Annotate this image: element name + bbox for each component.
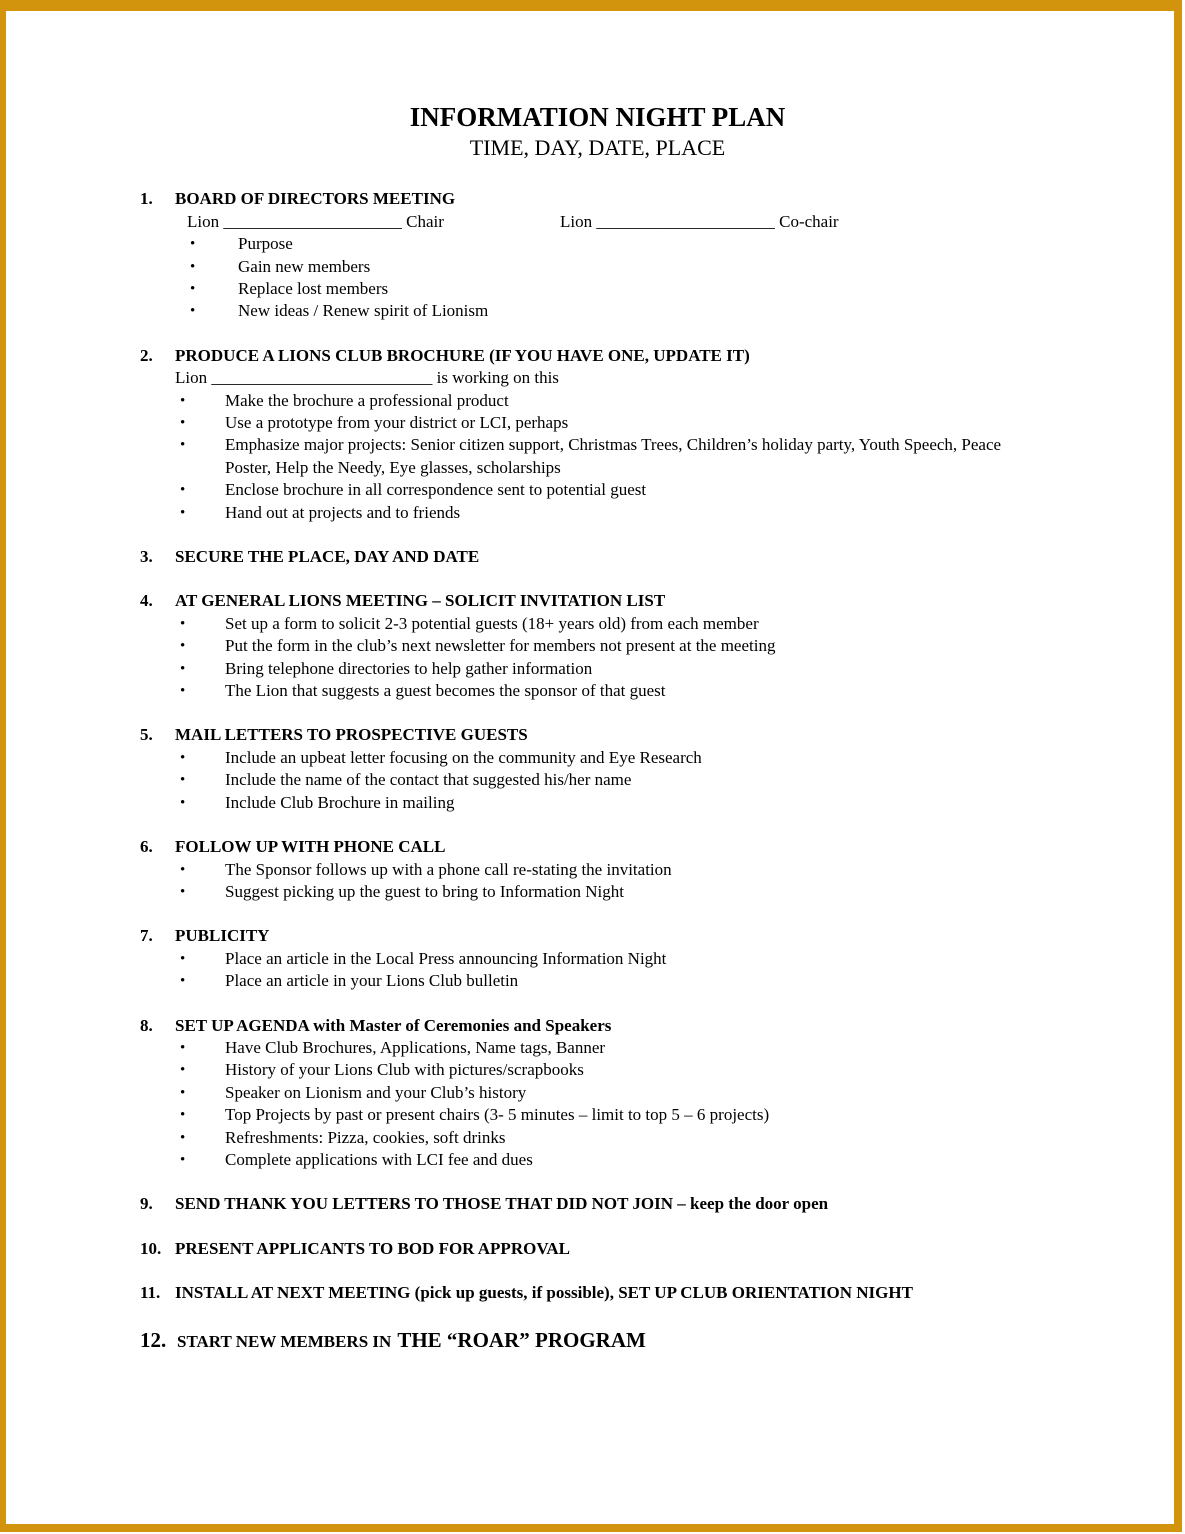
section-title: PRESENT APPLICANTS TO BOD FOR APPROVAL xyxy=(175,1238,571,1258)
section-title: PRODUCE A LIONS CLUB BROCHURE (IF YOU HAVE ONE, UPDATE IT) xyxy=(175,345,750,365)
section-number: 2. xyxy=(140,345,153,365)
bullet-icon: • xyxy=(180,772,186,789)
bullet-text: Enclose brochure in all correspondence sent to potential guest xyxy=(225,480,647,500)
section-9-heading xyxy=(140,1193,1055,1215)
bullet-icon: • xyxy=(180,437,186,454)
section-title: SEND THANK YOU LETTERS TO THOSE THAT DID NOT JOIN – keep the door open xyxy=(175,1194,829,1214)
section-7 xyxy=(140,925,1055,992)
list-item xyxy=(140,948,1055,970)
section-title: FOLLOW UP WITH PHONE CALL xyxy=(175,837,446,857)
bullet-icon: • xyxy=(180,392,186,409)
section-title: AT GENERAL LIONS MEETING – SOLICIT INVITATION LIST xyxy=(175,591,666,611)
section-number: 11. xyxy=(140,1283,161,1303)
list-item xyxy=(140,412,1055,434)
bullet-text: Include an upbeat letter focusing on the community and Eye Research xyxy=(225,747,702,767)
bullet-list xyxy=(140,859,1055,904)
list-item xyxy=(140,502,1055,524)
list-item xyxy=(140,390,1055,412)
section-1 xyxy=(140,188,1055,322)
bullet-text: Top Projects by past or present chairs (3- 5 minutes – limit to top 5 – 6 projects) xyxy=(225,1105,770,1125)
section-10 xyxy=(140,1238,1055,1260)
section-number: 10. xyxy=(140,1238,162,1258)
bullet-icon: • xyxy=(180,504,186,521)
section-number: 7. xyxy=(140,926,153,946)
bullet-icon: • xyxy=(180,638,186,655)
bullet-icon: • xyxy=(180,973,186,990)
bullet-icon: • xyxy=(180,1129,186,1146)
list-item xyxy=(140,1037,1055,1059)
list-item xyxy=(140,881,1055,903)
bullet-icon: • xyxy=(180,1084,186,1101)
bullet-text: Have Club Brochures, Applications, Name tags, Banner xyxy=(225,1037,606,1057)
section-8-heading xyxy=(140,1015,1055,1037)
section-number: 6. xyxy=(140,837,153,857)
bullet-text: Put the form in the club’s next newsletter for members not present at the meeting xyxy=(225,636,776,656)
list-item xyxy=(140,658,1055,680)
bullet-text: Purpose xyxy=(238,234,293,254)
bullet-text: Place an article in the Local Press announcing Information Night xyxy=(225,948,667,968)
section-4-heading xyxy=(140,590,1055,612)
bullet-text: Replace lost members xyxy=(238,278,389,298)
section-title-large: THE “ROAR” PROGRAM xyxy=(397,1327,646,1352)
page-title: INFORMATION NIGHT PLAN xyxy=(409,102,786,132)
section-title: MAIL LETTERS TO PROSPECTIVE GUESTS xyxy=(175,725,528,745)
section-title xyxy=(177,1327,1055,1355)
bullet-icon: • xyxy=(180,1039,186,1056)
list-item xyxy=(140,613,1055,635)
bullet-icon: • xyxy=(180,660,186,677)
bullet-icon: • xyxy=(180,683,186,700)
bullet-text: The Sponsor follows up with a phone call re-stating the invitation xyxy=(225,859,672,879)
bullet-text: Place an article in your Lions Club bulletin xyxy=(225,971,519,991)
bullet-text: Make the brochure a professional product xyxy=(225,390,509,410)
bullet-icon: • xyxy=(180,749,186,766)
bullet-icon: • xyxy=(180,861,186,878)
bullet-icon: • xyxy=(190,280,196,297)
section-2 xyxy=(140,345,1055,524)
list-item xyxy=(140,256,1055,278)
section-number: 4. xyxy=(140,591,153,611)
section-3 xyxy=(140,546,1055,568)
section-title: INSTALL AT NEXT MEETING (pick up guests, if possible), SET UP CLUB ORIENTATION NIGHT xyxy=(175,1283,913,1303)
section-number: 12. xyxy=(140,1327,167,1352)
bullet-list xyxy=(140,233,1055,323)
list-item xyxy=(140,635,1055,657)
bullet-list xyxy=(140,390,1055,524)
bullet-icon: • xyxy=(180,950,186,967)
bullet-icon: • xyxy=(180,1062,186,1079)
list-item xyxy=(140,859,1055,881)
bullet-text: Include Club Brochure in mailing xyxy=(225,792,455,812)
bullet-icon: • xyxy=(180,1151,186,1168)
bullet-text: Suggest picking up the guest to bring to Information Night xyxy=(225,881,624,901)
section-11-heading xyxy=(140,1282,1055,1304)
section-12 xyxy=(140,1327,1055,1355)
section-number: 3. xyxy=(140,547,153,567)
section-5 xyxy=(140,724,1055,814)
bullet-icon: • xyxy=(180,794,186,811)
section-6 xyxy=(140,836,1055,903)
bullet-icon: • xyxy=(180,415,186,431)
bullet-icon: • xyxy=(180,883,186,900)
chair-fill-line xyxy=(140,211,1055,233)
section-8 xyxy=(140,1015,1055,1172)
section-3-heading xyxy=(140,546,1055,568)
bullet-text: Refreshments: Pizza, cookies, soft drinks xyxy=(225,1127,506,1147)
list-item xyxy=(140,233,1055,255)
section-4 xyxy=(140,590,1055,702)
list-item xyxy=(140,1149,1055,1171)
section-10-heading xyxy=(140,1238,1055,1260)
bullet-text: Use a prototype from your district or LCI, perhaps xyxy=(225,413,569,432)
lion-working-line: Lion __________________________ is working on this xyxy=(175,368,559,388)
bullet-text: History of your Lions Club with pictures/scrapbooks xyxy=(225,1060,584,1080)
bullet-icon: • xyxy=(190,258,196,275)
list-item xyxy=(140,769,1055,791)
section-5-heading xyxy=(140,724,1055,746)
section-number: 9. xyxy=(140,1194,153,1214)
bullet-icon: • xyxy=(180,615,186,632)
bullet-list xyxy=(140,948,1055,993)
bullet-list xyxy=(140,747,1055,814)
list-item xyxy=(140,970,1055,992)
bullet-icon: • xyxy=(190,236,196,253)
bullet-text: Hand out at projects and to friends xyxy=(225,502,461,522)
section-title: SECURE THE PLACE, DAY AND DATE xyxy=(175,547,480,567)
list-item xyxy=(140,278,1055,300)
section-number: 1. xyxy=(140,189,153,209)
section-1-heading xyxy=(140,188,1055,210)
bullet-text: Speaker on Lionism and your Club’s history xyxy=(225,1082,527,1102)
bullet-text: The Lion that suggests a guest becomes the sponsor of that guest xyxy=(225,681,666,701)
list-item xyxy=(140,792,1055,814)
list-item xyxy=(140,300,1055,322)
bullet-text: Set up a form to solicit 2-3 potential guests (18+ years old) from each member xyxy=(225,613,759,633)
section-9 xyxy=(140,1193,1055,1215)
bullet-text: Gain new members xyxy=(238,256,371,276)
sections-list xyxy=(140,188,1055,1354)
bullet-list xyxy=(140,1037,1055,1171)
list-item xyxy=(140,434,1055,479)
section-number: 8. xyxy=(140,1015,153,1035)
list-item xyxy=(140,479,1055,501)
section-number: 5. xyxy=(140,725,153,745)
bullet-text: Complete applications with LCI fee and dues xyxy=(225,1149,533,1169)
section-title: SET UP AGENDA with Master of Ceremonies and Speakers xyxy=(175,1015,612,1035)
bullet-list xyxy=(140,613,1055,703)
section-title: BOARD OF DIRECTORS MEETING xyxy=(175,189,456,209)
bullet-icon: • xyxy=(190,303,196,320)
list-item xyxy=(140,680,1055,702)
bullet-text: Bring telephone directories to help gather information xyxy=(225,658,593,678)
bullet-text: Include the name of the contact that suggested his/her name xyxy=(225,770,632,790)
bullet-icon: • xyxy=(180,1107,186,1124)
page-subtitle: TIME, DAY, DATE, PLACE xyxy=(469,135,726,161)
section-title-small: START NEW MEMBERS IN xyxy=(177,1331,392,1351)
section-title: PUBLICITY xyxy=(175,926,270,946)
list-item xyxy=(140,747,1055,769)
section-12-heading xyxy=(140,1327,1055,1355)
section-11 xyxy=(140,1282,1055,1304)
bullet-text: Emphasize major projects: Senior citizen support, Christmas Trees, Children’s holiday party, Youth Speech, Peace Poster, Help the Needy, Eye glasses, scholarships xyxy=(225,435,1002,477)
section-7-heading xyxy=(140,925,1055,947)
bullet-text: New ideas / Renew spirit of Lionism xyxy=(238,301,489,321)
section-6-heading xyxy=(140,836,1055,858)
list-item xyxy=(140,1104,1055,1126)
list-item xyxy=(140,1059,1055,1081)
bullet-icon: • xyxy=(180,482,186,499)
cochair-blank: Lion _____________________ Co-chair xyxy=(560,211,839,231)
chair-blank: Lion _____________________ Chair xyxy=(187,211,444,231)
list-item xyxy=(140,1082,1055,1104)
section-2-heading xyxy=(140,345,1055,367)
list-item xyxy=(140,1127,1055,1149)
